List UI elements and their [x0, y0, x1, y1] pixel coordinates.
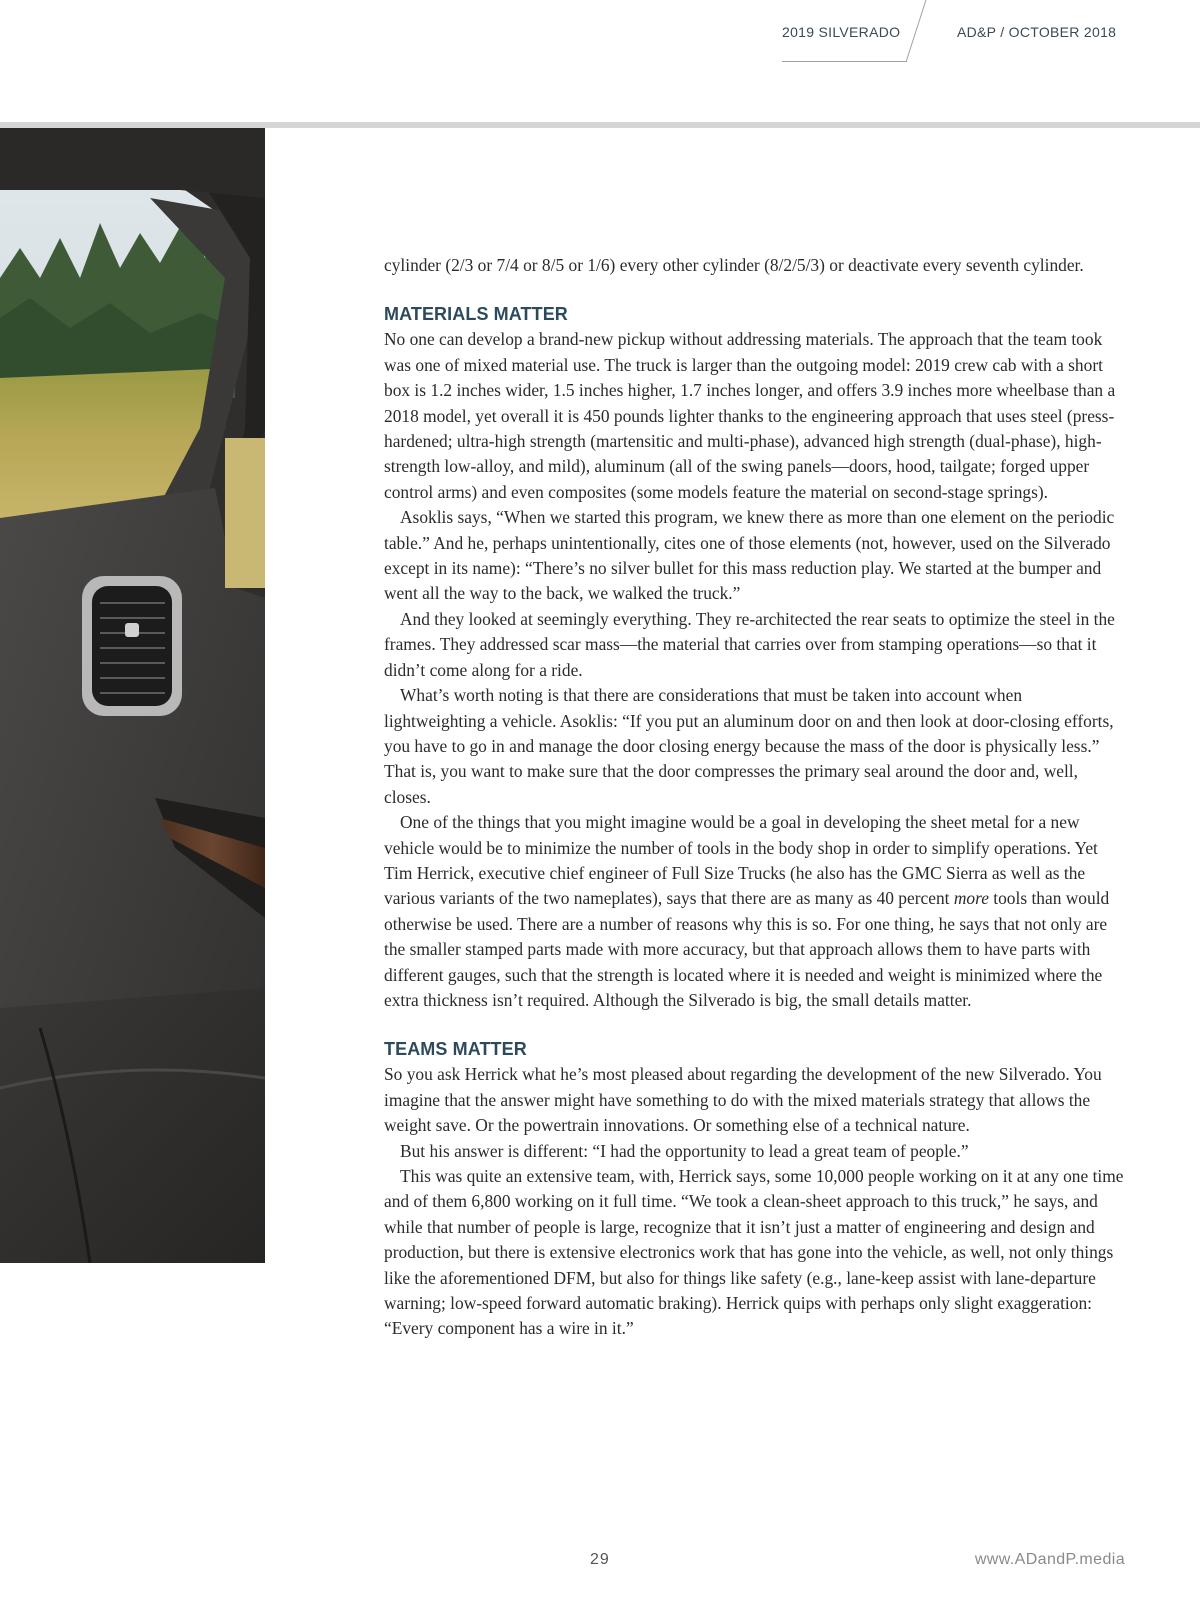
paragraph: What’s worth noting is that there are considerations that must be taken into account when lightweighting a vehicle. Asoklis: “If you put an aluminum door on and then look at door-closing efforts, you have to go in and manage the door closing energy because the mass of the door is physically less.” That is, you want to make sure that the door compresses the primary seal around the door and, well, closes. [384, 685, 1114, 807]
paragraph-text: One of the things that you might imagine would be a goal in developing the sheet metal for a new vehicle would be to minimize the number of tools in the body shop in order to simplify operations. Yet Tim Herrick, executive chief engineer of Full Size Trucks (he also has the GMC Sierra as well as the various variants of the two nameplates), says that there are as many as 40 percent [384, 812, 1098, 909]
issue-label: AD&P / OCTOBER 2018 [957, 24, 1117, 40]
section-heading-teams: TEAMS MATTER [384, 1039, 527, 1060]
truck-interior-photo [0, 128, 265, 1263]
page-number: 29 [590, 1551, 610, 1568]
section-heading-materials: MATERIALS MATTER [384, 304, 568, 325]
website-url: www.ADandP.media [974, 1551, 1125, 1568]
paragraph: But his answer is different: “I had the opportunity to lead a great team of people.” [400, 1140, 969, 1161]
paragraph: And they looked at seemingly everything. They re-architected the rear seats to optimize the steel in the frames. They addressed scar mass—the material that carries over from stamping operations—so that it didn’t come along for a ride. [384, 608, 1115, 680]
paragraph: No one can develop a brand-new pickup without addressing materials. The approach that the team took was one of mixed material use. The truck is larger than the outgoing model: 2019 crew cab with a short box is 1.2 inches wider, 1.5 inches higher, 1.7 inches longer, and offers 3.9 inches more wheelbase than a 2018 model, yet overall it is 450 pounds lighter thanks to the engineering approach that uses steel (press-hardened; ultra-high strength (martensitic and multi-phase), advanced high strength (dual-phase), high-strength low-alloy, and mild), aluminum (all of the swing panels—doors, hood, tailgate; forged upper control arms) and even composites (some models feature the material on second-stage springs). [384, 329, 1116, 502]
paragraph [384, 810, 1124, 1013]
paragraph: Asoklis says, “When we started this program, we knew there as more than one element on the periodic table.” And he, perhaps unintentionally, cites one of those elements (not, however, used on the Silverado except in its name): “There’s no silver bullet for this mass reduction play. We started at the bumper and went all the way to the back, we walked the truck.” [384, 507, 1115, 604]
header-slash-divider [900, 0, 930, 64]
emphasis-text: more [953, 888, 989, 909]
paragraph: This was quite an extensive team, with, Herrick says, some 10,000 people working on it at any one time and of them 6,800 working on it full time. “We took a clean-sheet approach to this truck,” he says, and while that number of people is large, recognize that it isn’t just a matter of engineering and design and production, but there is extensive electronics work that has gone into the vehicle, as well, not only things like the aforementioned DFM, but also for things like safety (e.g., lane-keep assist with lane-departure warning; low-speed forward automatic braking). Herrick quips with perhaps only slight exaggeration: “Every component has a wire in it.” [384, 1166, 1124, 1339]
article-body [384, 253, 1124, 1342]
page-header [0, 0, 1200, 125]
paragraph-text: tools than would otherwise be used. There are a number of reasons why this is so. For one thing, he says that not only are the smaller stamped parts made with more accuracy, but that approach allows them to have parts with different gauges, such that the strength is located where it is needed and weight is minimized where the extra thickness isn’t required. Although the Silverado is big, the small details matter. [384, 888, 1110, 1010]
paragraph: So you ask Herrick what he’s most pleased about regarding the development of the new Silverado. You imagine that the answer might have something to do with the mixed materials strategy that allows the weight save. Or the powertrain innovations. Or something else of a technical nature. [384, 1064, 1102, 1136]
section-label: 2019 SILVERADO [782, 24, 901, 40]
section-underline [782, 61, 907, 62]
paragraph: cylinder (2/3 or 7/4 or 8/5 or 1/6) every other cylinder (8/2/5/3) or deactivate every seventh cylinder. [384, 255, 1084, 275]
